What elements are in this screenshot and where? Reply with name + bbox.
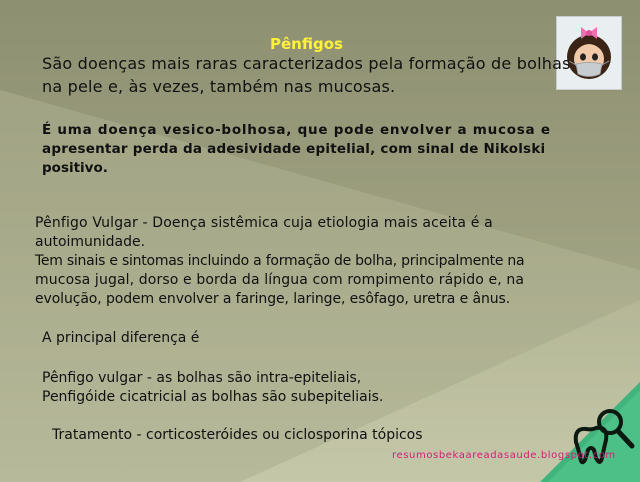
vulgar-line-4: mucosa jugal, dorso e borda da língua com rompimento rápido e, na [35, 272, 525, 288]
slide-title: Pênfigos [270, 35, 343, 53]
mascot-icon [557, 17, 621, 89]
footer-url: resumosbekaareadasaude.blogspot.com [392, 450, 616, 461]
treatment-line: Tratamento - corticosteróides ou ciclosporina tópicos [52, 427, 423, 443]
vulgar-line-2: autoimunidade. [35, 234, 146, 250]
definition-line-1: É uma doença vesico-bolhosa, que pode envolver a mucosa e [42, 122, 551, 138]
definition-line-3: positivo. [42, 160, 108, 176]
mascot-image [556, 16, 622, 90]
intro-line-2: na pele e, às vezes, também nas mucosas. [42, 77, 396, 96]
vulgar-line-1: Pênfigo Vulgar - Doença sistêmica cuja etiologia mais aceita é a [35, 215, 493, 231]
intro-line-1: São doenças mais raras caracterizados pela formação de bolhas [42, 54, 571, 73]
vulgar-line-3: Tem sinais e sintomas incluindo a formação de bolha, principalmente na [35, 253, 525, 269]
difference-line-1: Pênfigo vulgar - as bolhas são intra-epiteliais, [42, 370, 362, 386]
difference-line-2: Penfigóide cicatricial as bolhas são subepiteliais. [42, 389, 384, 405]
vulgar-line-5: evolução, podem envolver a faringe, laringe, esôfago, uretra e ânus. [35, 291, 511, 307]
definition-line-2: apresentar perda da adesividade epitelial, com sinal de Nikolski [42, 141, 546, 157]
tooth-magnifier-icon [540, 382, 640, 482]
difference-heading: A principal diferença é [42, 330, 200, 346]
